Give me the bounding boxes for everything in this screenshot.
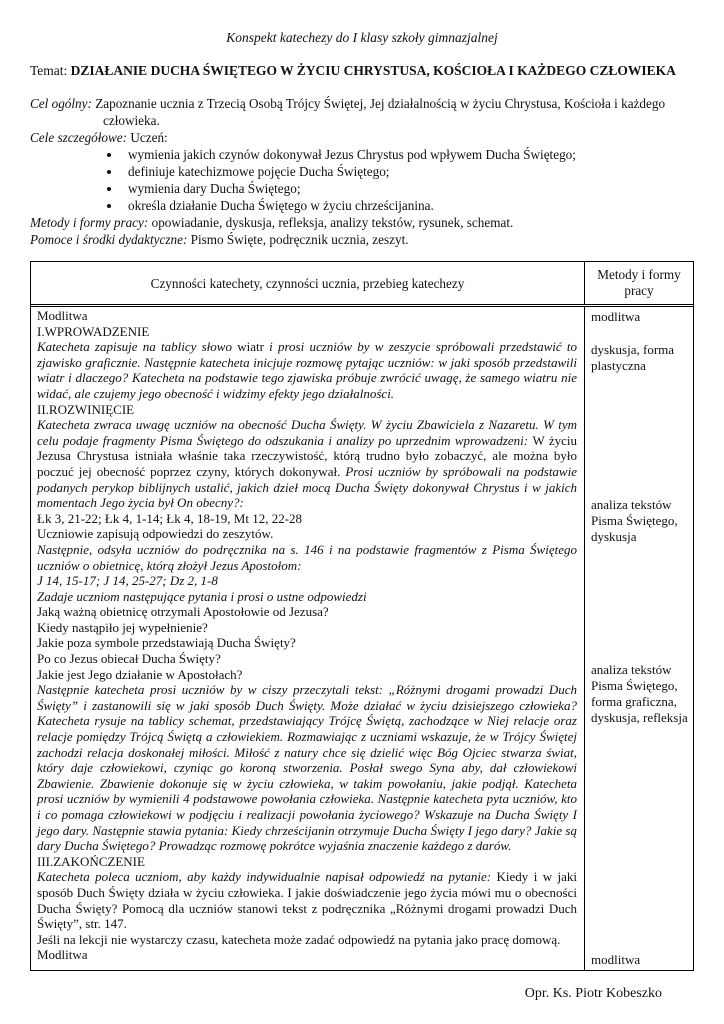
lesson-block — [37, 542, 577, 573]
lesson-block — [37, 402, 577, 418]
lesson-text-segment: Katecheta zapisuje na tablicy słowo — [37, 339, 238, 355]
method-label: analiza tekstów Pisma Świętego, forma graficzna, dyskusja, refleksja — [591, 662, 688, 725]
lesson-block — [37, 651, 577, 667]
topic-line — [30, 62, 694, 79]
methods-column — [585, 307, 693, 970]
topic-text: DZIAŁANIE DUCHA ŚWIĘTEGO W ŻYCIU CHRYSTUSA, KOŚCIOŁA I KAŻDEGO CZŁOWIEKA — [70, 63, 676, 78]
lesson-text-segment: J 14, 15-17; J 14, 25-27; Dz 2, 1-8 — [37, 573, 218, 589]
lesson-block — [37, 635, 577, 651]
lesson-text-segment: I.WPROWADZENIE — [37, 323, 150, 339]
lesson-block — [37, 511, 577, 527]
lesson-block — [37, 667, 577, 683]
table-header-activities: Czynności katechety, czynności ucznia, przebieg katechezy — [31, 262, 585, 304]
lesson-block — [37, 932, 577, 948]
lesson-block — [37, 869, 577, 931]
lesson-block — [37, 526, 577, 542]
lesson-text-segment: Katecheta zwraca uwagę uczniów na obecność Ducha Święty. W życiu Zbawiciela z Nazaretu. W tym celu podaje fragmenty Pisma Świętego do odszukania i analizy po uprzednim wprowadzeni: — [37, 417, 577, 448]
methods-text: opowiadanie, dyskusja, refleksja, analizy tekstów, rysunek, schemat. — [151, 215, 514, 230]
lesson-text-segment: Zadaje uczniom następujące pytania i prosi o ustne odpowiedzi — [37, 588, 367, 604]
lesson-text-segment: Łk 3, 21-22; Łk 4, 1-14; Łk 4, 18-19, Mt 12, 22-28 — [37, 510, 303, 526]
aids-label: Pomoce i środki dydaktyczne: — [30, 232, 188, 247]
lesson-block — [37, 573, 577, 589]
method-label: modlitwa — [591, 952, 641, 967]
lesson-table — [30, 261, 694, 971]
lesson-text-segment: Katecheta poleca uczniom, aby każdy indywidualnie napisał odpowiedź na pytanie: — [37, 869, 497, 885]
lesson-text-segment: Jakie poza symbole przedstawiają Ducha Święty? — [37, 635, 296, 651]
method-label: modlitwa — [591, 309, 641, 324]
lesson-text-segment: III.ZAKOŃCZENIE — [37, 853, 145, 869]
lesson-text-segment: Kiedy i w jaki sposób Duch Święty działa w życiu człowieka. I jakie doświadczenie jego życia mówi mu o obecności Ducha Święty? Pomocą dla uczniów stanowi tekst z podręcznika „Różnymi drogami prowadzi Duch Święty”, str. 147. — [37, 869, 577, 932]
lesson-text-segment: Jaką ważną obietnicę otrzymali Apostołowie od Jezusa? — [37, 604, 329, 620]
lesson-block — [37, 589, 577, 605]
lesson-block — [37, 417, 577, 511]
aids-line — [30, 231, 694, 248]
lesson-text-segment: Uczniowie zapisują odpowiedzi do zeszytów. — [37, 526, 274, 542]
lesson-text-segment: i prosi uczniów by w zeszycie spróbowali przedstawić to zjawisko graficznie. Następnie katecheta inicjuje rozmowę pytając uczniów: w jaki sposób przedstawili wiatr i dlaczego? Katecheta na podstawie tego zjawiska próbuje zwrócić uwagę, że samego wiatru nie widać, ale czujemy jego obecność i widzimy efekty jego działalności. — [37, 339, 577, 401]
lesson-text-segment: wiatr — [237, 339, 264, 355]
lesson-block — [37, 324, 577, 340]
goal-item: • wymienia dary Ducha Świętego; — [122, 180, 694, 197]
lesson-block — [37, 339, 577, 401]
specific-goals-intro — [30, 129, 694, 146]
lesson-meta — [30, 95, 694, 248]
lesson-text-segment: Modlitwa — [37, 308, 88, 323]
lesson-text-segment: W życiu Jezusa Chrystusa istniała właśnie taka rzeczywistość, którą trudno było zobaczyć, ale można było poczuć jej obecność poprzez czyny, których dokonywał. — [37, 432, 578, 479]
activities-column — [31, 307, 585, 970]
specific-goals-label: Cele szczegółowe: — [30, 130, 128, 145]
methods-line — [30, 214, 694, 231]
lesson-text-segment: II.ROZWINIĘCIE — [37, 401, 135, 417]
lesson-block — [37, 854, 577, 870]
table-header-row — [31, 262, 693, 307]
lesson-text-segment: Prosi uczniów by spróbowali na podstawie podanych perykop biblijnych ustalić, jakich dzieł mocą Ducha Święty dokonywał Chrystus i w jakich momentach Jego życia był On obecny?: — [37, 463, 577, 511]
aids-text: Pismo Święte, podręcznik ucznia, zeszyt. — [190, 232, 409, 247]
lesson-text-segment: Jeśli na lekcji nie wystarczy czasu, katecheta może zadać odpowiedź na pytania jako pracę domową. — [37, 931, 561, 947]
general-goal — [30, 95, 694, 129]
method-label: analiza tekstów Pisma Świętego, dyskusja — [591, 497, 678, 544]
method-label: dyskusja, forma plastyczna — [591, 342, 675, 373]
lesson-text-segment: Kiedy nastąpiło jej wypełnienie? — [37, 619, 208, 635]
lesson-block — [37, 682, 577, 854]
table-header-methods: Metody i formy pracy — [597, 267, 681, 298]
lesson-block — [37, 308, 577, 324]
goal-item: • definiuje katechizmowe pojęcie Ducha Świętego; — [122, 163, 694, 180]
document-title: Konspekt katechezy do I klasy szkoły gimnazjalnej — [226, 30, 498, 45]
lesson-block — [37, 604, 577, 620]
topic-label: Temat: — [30, 63, 68, 78]
goal-item: • określa działanie Ducha Świętego w życiu chrześcijanina. — [122, 197, 694, 214]
lesson-text-segment: Jakie jest Jego działanie w Apostołach? — [37, 666, 243, 682]
specific-goals-intro-text: Uczeń: — [130, 130, 168, 145]
lesson-block — [37, 620, 577, 636]
lesson-text-segment: Następnie katecheta prosi uczniów by w ciszy przeczytali tekst: „Różnymi drogami prowadzi Duch Święty” i zastanowili się w jaki sposób Duch Święty. Może działać w życiu dzisiejszego człowieka? Katecheta rysuje na tablicy schemat, przedstawiający Trójcę Świętą, zachodzące w Niej relacje oraz relacje pomiędzy Trójcą Świętą a człowiekiem. Rozmawiając z uczniami wskazuje, że w Trójcy Świętej zachodzi relacja doskonałej miłości. Miłość z natury chce się dzielić więc Bóg Ojciec stwarza świat, który daje człowiekowi, czyniąc go koroną stworzenia. Posłał swego Syna aby, dał człowiekowi Zbawienie. Zbawienie dokonuje się w życiu człowieka, w takim powołaniu, jakie podjął. Katecheta prosi uczniów by wymienili 4 podstawowe powołania człowieka. Następnie katecheta pyta uczniów, kto i co pomaga człowiekowi w podjęciu i realizacji powołania życiowego? Wskazuje na Ducha Święty I jego dary. Następnie stawia pytania: Kiedy chrześcijanin otrzymuje Ducha Święty I jego dary? Jakie są dary Ducha Świętego? Prowadząc rozmowę pokrótce wyjaśnia znaczenie każdego z darów. — [37, 682, 577, 854]
table-body-row — [31, 307, 693, 970]
lesson-text-segment: Następnie, odsyła uczniów do podręcznika na s. 146 i na podstawie fragmentów z Pisma Świętego uczniów o obietnicę, którą złożył Jezus Apostołom: — [37, 541, 577, 573]
general-goal-text: Zapoznanie ucznia z Trzecią Osobą Trójcy Świętej, Jej działalnością w życiu Chrystusa, Kościoła i każdego człowieka. — [95, 96, 666, 128]
methods-label: Metody i formy pracy: — [30, 215, 149, 230]
goal-item: • wymienia jakich czynów dokonywał Jezus Chrystus pod wpływem Ducha Świętego; — [122, 146, 694, 163]
general-goal-label: Cel ogólny: — [30, 96, 92, 111]
specific-goals-list — [30, 146, 694, 214]
author-credit: Opr. Ks. Piotr Kobeszko — [524, 986, 662, 1001]
lesson-text-segment: Po co Jezus obiecał Ducha Święty? — [37, 651, 221, 667]
lesson-text-segment: Modlitwa — [37, 947, 88, 963]
lesson-block — [37, 947, 577, 963]
